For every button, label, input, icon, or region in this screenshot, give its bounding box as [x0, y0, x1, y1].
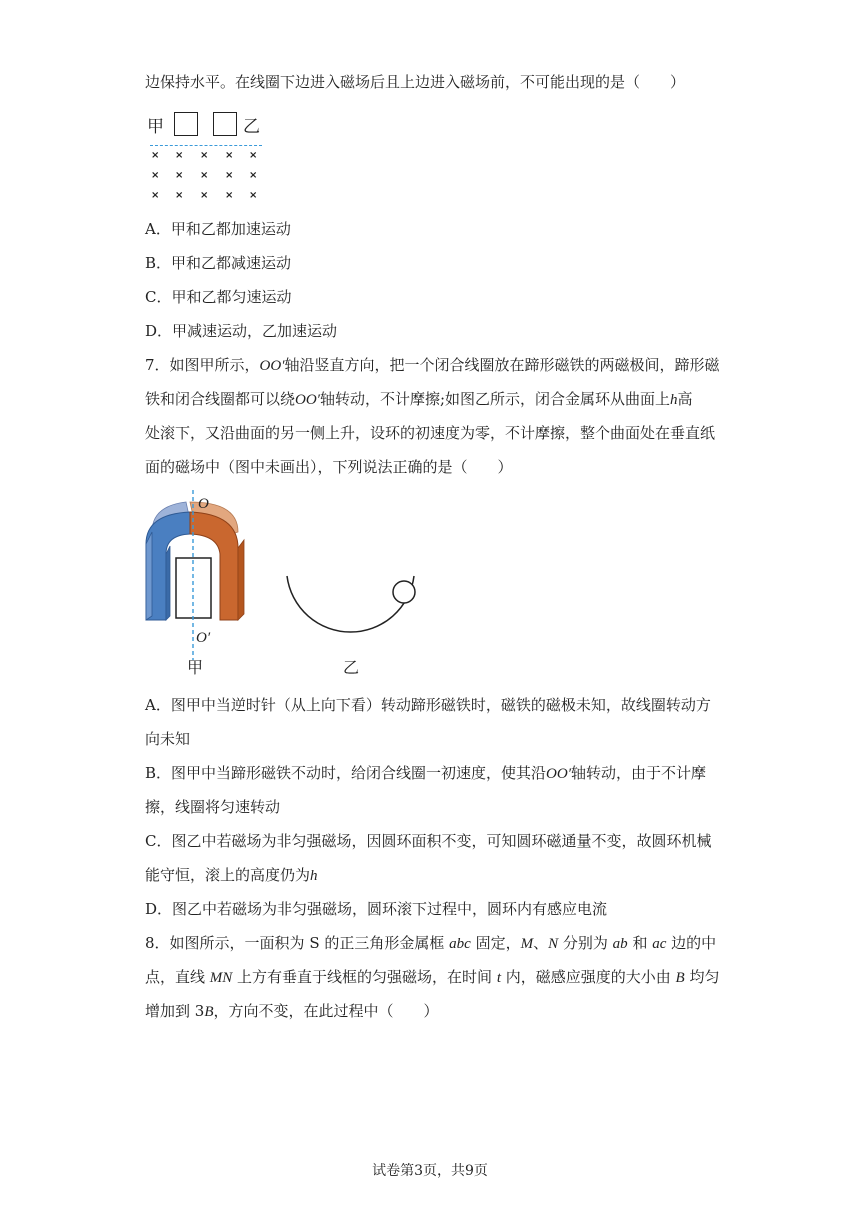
figure-q6: 甲 乙 × × × × × × × × × × × × × × × — [145, 110, 275, 210]
q6-option-a: A．甲和乙都加速运动 — [145, 220, 291, 238]
label-o: O — [198, 496, 209, 512]
q6-option-b: B．甲和乙都减速运动 — [145, 254, 292, 272]
label-yi: 乙 — [343, 658, 360, 677]
q6-option-d: D．甲减速运动，乙加速运动 — [145, 322, 338, 340]
field-boundary-line — [150, 145, 262, 146]
q7-option-a-line-1: A．图甲中当逆时针（从上向下看）转动蹄形磁铁时，磁铁的磁极未知，故线圈转动方 — [145, 696, 711, 714]
q7-option-b-line-2: 擦，线圈将匀速转动 — [145, 798, 281, 816]
coil-yi — [213, 112, 237, 136]
coil-jia — [174, 112, 198, 136]
label-o-prime: O′ — [196, 630, 211, 646]
magnet-left-side — [146, 532, 152, 620]
q7-stem-line-4: 面的磁场中（图中未画出），下列说法正确的是（ ） — [145, 458, 513, 476]
magnet-left-inner — [166, 546, 170, 620]
q7-stem-line-2: 铁和闭合线圈都可以绕OO′轴转动，不计摩擦;如图乙所示，闭合金属环从曲面上h高 — [145, 390, 693, 408]
label-jia: 甲 — [187, 658, 204, 677]
q7-option-a-line-2: 向未知 — [145, 730, 191, 748]
q7-option-c-line-1: C．图乙中若磁场为非匀强磁场，因圆环面积不变，可知圆环磁通量不变，故圆环机械 — [145, 832, 712, 850]
q7-stem-line-3: 处滚下，又沿曲面的另一侧上升，设环的初速度为零，不计摩擦，整个曲面处在垂直纸 — [145, 424, 716, 442]
q8-stem-line-2: 点，直线 MN 上方有垂直于线框的匀强磁场，在时间 t 内，磁感应强度的大小由 B 均匀 — [145, 968, 720, 986]
q7-option-c-line-2: 能守恒，滚上的高度仍为h — [145, 866, 318, 884]
figure-q7 — [140, 488, 440, 678]
label-yi: 乙 — [243, 117, 260, 137]
metal-ring — [393, 581, 415, 603]
page-footer: 试卷第3页，共9页 — [372, 1163, 488, 1179]
q7-option-d: D．图乙中若磁场为非匀强磁场，圆环滚下过程中，圆环内有感应电流 — [145, 900, 608, 918]
q8-stem-line-1: 8．如图所示，一面积为 S 的正三角形金属框 abc 固定，M、N 分别为 ab 和 ac 边的中 — [145, 934, 717, 952]
q6-option-c: C．甲和乙都匀速运动 — [145, 288, 292, 306]
magnet-right-side — [238, 540, 244, 620]
q7-option-b-line-1: B．图甲中当蹄形磁铁不动时，给闭合线圈一初速度，使其沿OO′轴转动，由于不计摩 — [145, 764, 706, 782]
q8-stem-line-3: 增加到 3B，方向不变，在此过程中（ ） — [145, 1002, 439, 1020]
curved-surface — [287, 576, 414, 632]
label-jia: 甲 — [147, 117, 164, 137]
question-6-stem-tail: 边保持水平。在线圈下边进入磁场后且上边进入磁场前，不可能出现的是（ ） — [145, 73, 686, 91]
q7-stem-line-1: 7．如图甲所示，OO′轴沿竖直方向，把一个闭合线圈放在蹄形磁铁的两磁极间，蹄形磁 — [145, 356, 720, 374]
